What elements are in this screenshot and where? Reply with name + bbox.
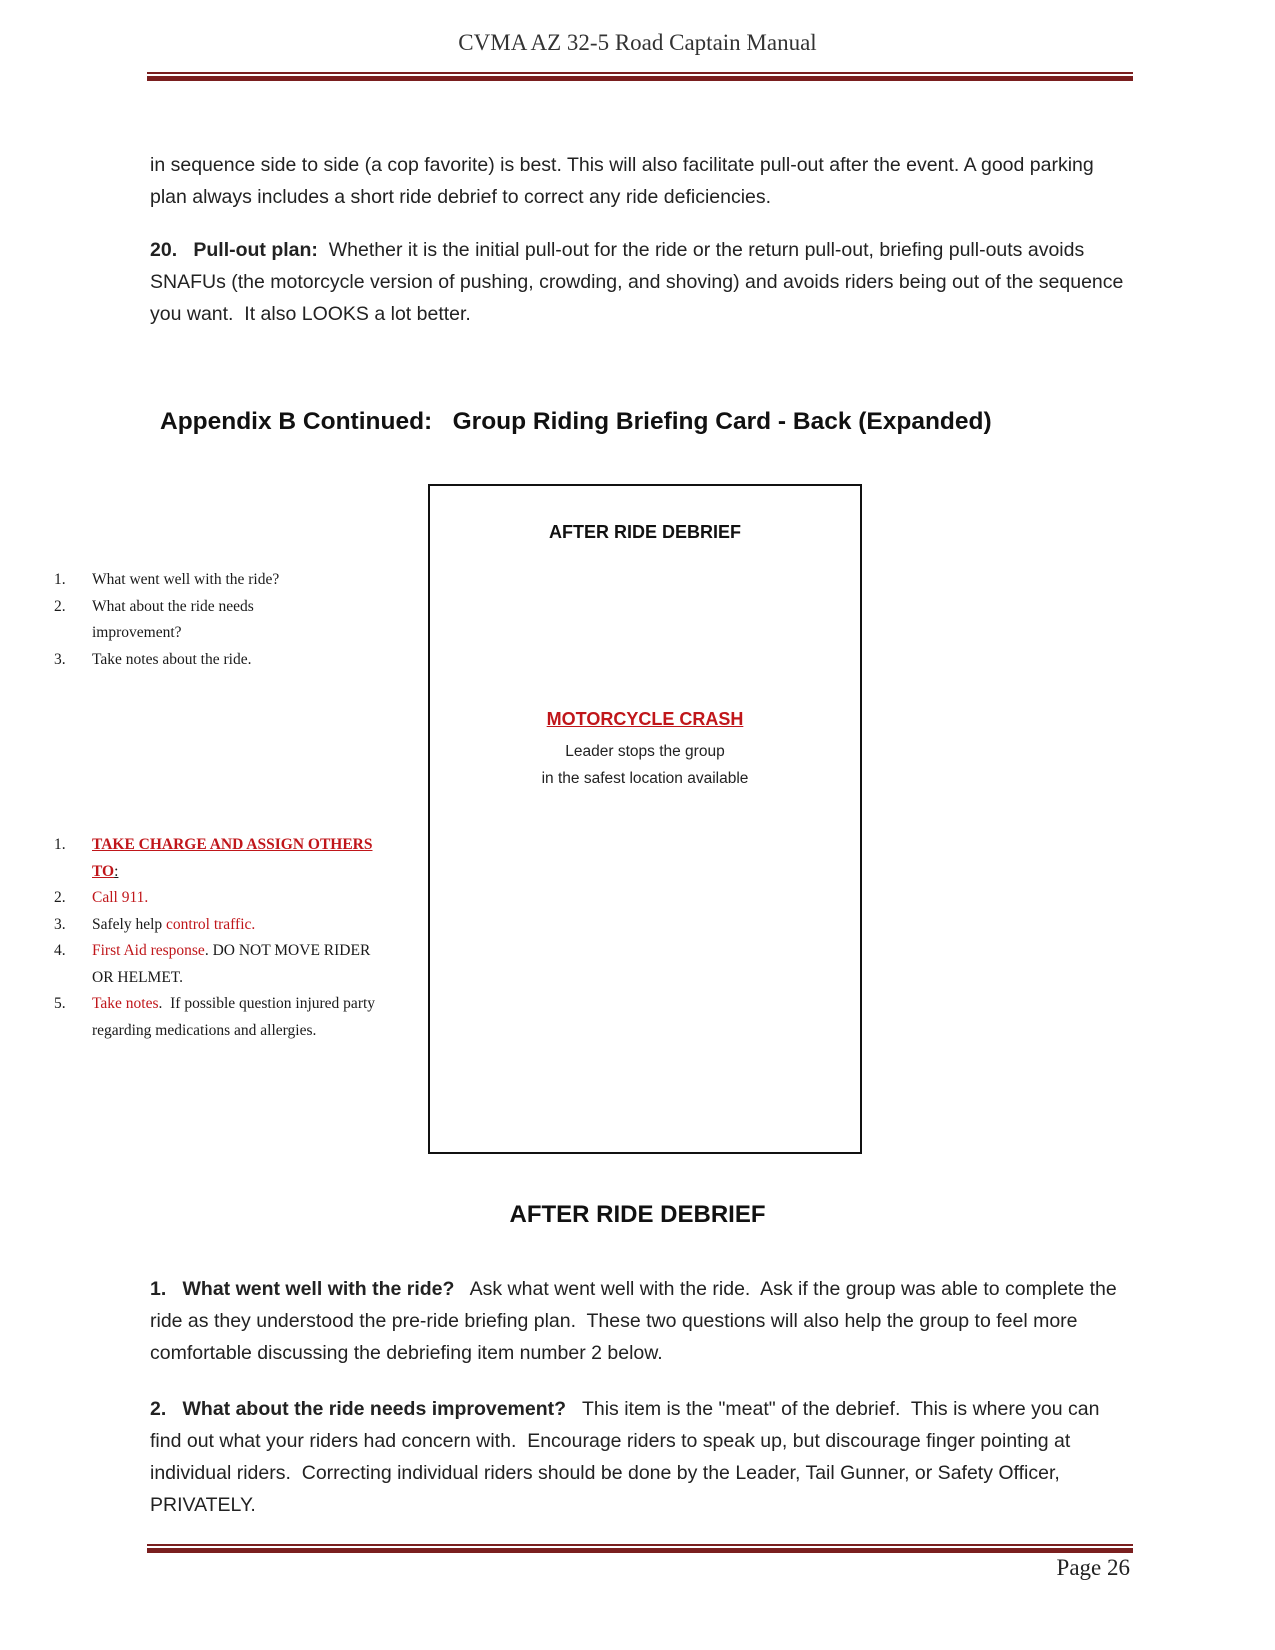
card-debrief-heading: AFTER RIDE DEBRIEF — [548, 522, 741, 542]
take-charge-colon: : — [114, 862, 119, 880]
debrief-section-heading: AFTER RIDE DEBRIEF — [509, 1201, 766, 1228]
list-number: 2. — [54, 889, 66, 906]
list-number: 4. — [54, 942, 66, 959]
header-rule — [147, 72, 1133, 81]
list-item — [54, 991, 394, 1044]
header-title: CVMA AZ 32-5 Road Captain Manual — [458, 30, 817, 55]
list-item — [54, 594, 394, 647]
footer-rule — [147, 1544, 1133, 1553]
debrief-item-2-paragraph — [150, 1393, 1135, 1521]
list-text: . If possible question injured party regarding medications and allergies. — [92, 995, 379, 1039]
pullout-plan-label: 20. Pull-out plan: — [150, 239, 318, 261]
list-item — [54, 647, 394, 674]
list-red-text: Take notes — [92, 995, 159, 1012]
list-text: What went well with the ride? — [92, 571, 280, 588]
appendix-heading: Appendix B Continued: Group Riding Briefing Card - Back (Expanded) — [160, 408, 992, 435]
list-text: Take notes about the ride. — [92, 650, 252, 668]
list-text: Safely help — [92, 915, 167, 933]
card-debrief-list — [54, 567, 394, 673]
list-text: . DO NOT MOVE RIDER OR HELMET. — [92, 942, 371, 986]
list-item — [54, 912, 394, 939]
list-item — [54, 567, 394, 594]
list-red-text: First Aid response — [92, 942, 205, 959]
list-red-text: Call 911. — [92, 889, 149, 906]
briefing-card — [428, 484, 862, 1154]
list-red-text: control traffic. — [166, 915, 256, 933]
list-item — [54, 938, 394, 991]
debrief-item-1-label: 1. What went well with the ride? — [150, 1278, 455, 1300]
list-number: 3. — [54, 650, 66, 668]
page-number: Page 26 — [1056, 1555, 1130, 1580]
card-crash-heading: MOTORCYCLE CRASH — [546, 709, 744, 729]
debrief-item-1-text: Ask what went well with the ride. Ask if the group was able to complete the ride as they understood the pre-ride briefing plan. These two questions will also help the group to feel more comfortable discussing the debriefing item number 2 below. — [150, 1278, 1123, 1364]
card-crash-subtitle-1: Leader stops the group — [565, 743, 725, 760]
debrief-item-2-text: This item is the "meat" of the debrief. This is where you can find out what your riders had concern with. Encourage riders to speak up, but discourage finger pointing at individual riders. Correcting individual riders should be done by the Leader, Tail Gunner, or Safety Officer, PRIVATELY. — [150, 1398, 1105, 1516]
list-number: 5. — [54, 995, 66, 1012]
intro-text: in sequence side to side (a cop favorite) is best. This will also facilitate pull-out after the event. A good parking plan always includes a short ride debrief to correct any ride deficiencies. — [150, 154, 1094, 208]
pullout-plan-text: Whether it is the initial pull-out for the ride or the return pull-out, briefing pull-outs avoids SNAFUs (the motorcycle version of pushing, crowding, and shoving) and avoids riders being out of the sequence you want. It also LOOKS a lot better. — [150, 239, 1129, 325]
list-number: 2. — [54, 597, 66, 615]
debrief-item-2-label: 2. What about the ride needs improvement? — [150, 1398, 567, 1420]
intro-paragraph — [150, 149, 1135, 213]
take-charge-text: TAKE CHARGE AND ASSIGN OTHERS TO — [92, 836, 373, 880]
card-crash-take-charge — [54, 832, 394, 885]
card-crash-subtitle-2: in the safest location available — [541, 770, 749, 787]
pullout-plan-paragraph — [150, 234, 1135, 330]
debrief-item-1-paragraph — [150, 1273, 1135, 1369]
list-text: What about the ride needs improvement? — [92, 597, 254, 641]
card-crash-list — [54, 885, 394, 1044]
list-item — [54, 885, 394, 912]
list-item — [54, 832, 394, 885]
list-number: 1. — [54, 571, 66, 588]
list-number: 3. — [54, 915, 66, 933]
list-number: 1. — [54, 836, 66, 853]
